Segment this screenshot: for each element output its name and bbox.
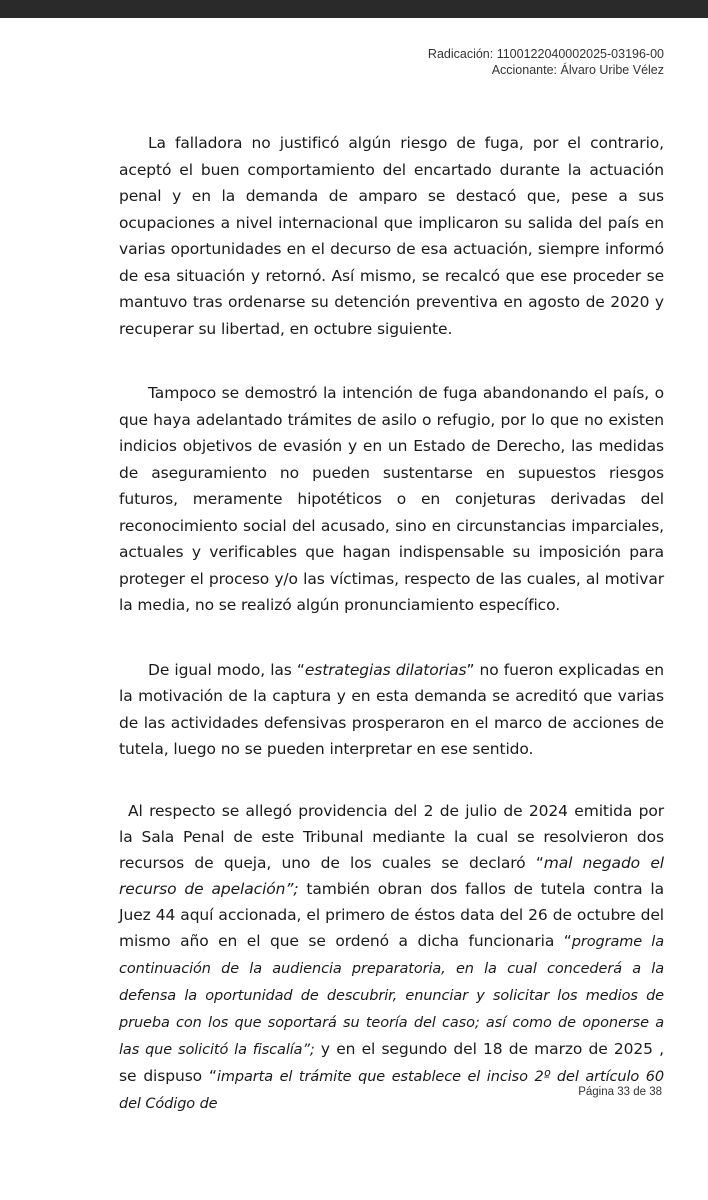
- paragraph-2: Tampoco se demostró la intención de fuga abandonando el país, o que haya adelantado trámites de asilo o refugio, por lo que no existen indicios objetivos de evasión y en un Estado de Derecho, las medidas de aseguramiento no pueden sustentarse en supuestos riesgos futuros, meramente hipotéticos o en conjeturas derivadas del reconocimiento social del acusado, sino en circunstancias imparciales, actuales y verificables que hagan indispensable su imposición para proteger el proceso y/o las víctimas, respecto de las cuales, al motivar la media, no se realizó algún pronunciamiento específico.: [119, 384, 664, 614]
- paragraph-3-italic: estrategias dilatorias: [304, 660, 467, 679]
- paragraph-3-text-a: De igual modo, las “: [148, 660, 305, 679]
- paragraph-1: La falladora no justificó algún riesgo de fuga, por el contrario, aceptó el buen comportamiento del encartado durante la actuación penal y en la demanda de amparo se destacó que, pese a sus ocupaciones a nivel internacional que implicaron su salida del país en varias oportunidades en el decurso de esa actuación, siempre informó de esa situación y retornó. Así mismo, se recalcó que ese proceder se mantuvo tras ordenarse su detención preventiva en agosto de 2020 y recuperar su libertad, en octubre siguiente.: [119, 134, 664, 338]
- accionante-line: Accionante: Álvaro Uribe Vélez: [491, 63, 664, 77]
- paragraph-4-text-3: y en el segundo del 18 de marzo de 2025 , se dispuso “: [119, 1039, 664, 1085]
- paragraph-3: [119, 657, 664, 763]
- document-header: [428, 46, 664, 78]
- document-body: [119, 130, 664, 1155]
- paragraph-4-text-2: también obran dos fallos de tutela contra la Juez 44 aquí accionada, el primero de éstos data del 26 de octubre del mismo año en el que se ordenó a dicha funcionaria “: [119, 879, 665, 950]
- top-dark-bar: [0, 0, 708, 18]
- paragraph-4-quote-1: mal negado el recurso de apelación”;: [119, 853, 664, 898]
- paragraph-4-quote-2: programe la continuación de la audiencia preparatoria, en la cual concederá a la defensa la oportunidad de descubrir, enunciar y solicitar los medios de prueba con los que soportará su teoría del caso; así como de oponerse a las que solicitó la fiscalía”;: [119, 933, 665, 1058]
- paragraph-4-text-1: Al respecto se allegó providencia del 2 de julio de 2024 emitida por la Sala Penal de este Tribunal mediante la cual se resolvieron dos recursos de queja, uno de los cuales se declaró “: [119, 801, 664, 872]
- paragraph-4-quote-3: imparta el trámite que establece el inciso 2º del artículo 60 del Código de: [119, 1068, 664, 1112]
- paragraph-3-text-b: ” no fueron explicadas en la motivación de la captura y en esta demanda se acreditó que varias de las actividades defensivas prosperaron en el marco de acciones de tutela, luego no se pueden interpretar en ese sentido.: [119, 660, 664, 758]
- page-number: Página 33 de 38: [578, 1086, 662, 1098]
- paragraph-4: [119, 798, 664, 1117]
- radicacion-line: Radicación: 1100122040002025-03196-00: [427, 47, 664, 61]
